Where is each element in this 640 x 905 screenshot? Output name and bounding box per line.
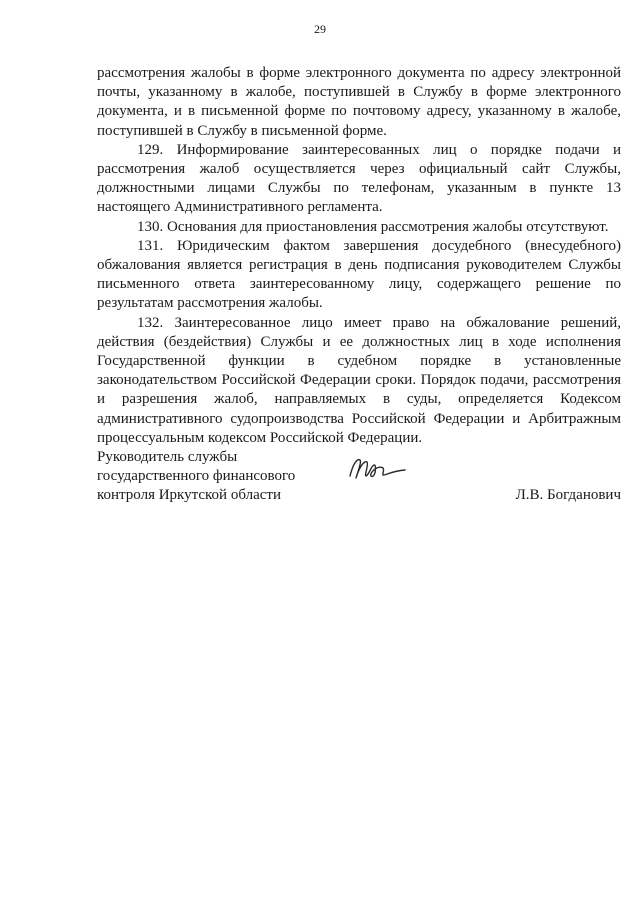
signature-icon xyxy=(347,454,409,484)
signer-title xyxy=(97,448,295,506)
paragraph-continuation: рассмотрения жалобы в форме электронного документа по адресу электронной почты, указанному в жалобе, поступившей в Службу в форме электронного документа, и в письменной форме по почтовому адресу, указанному в жалобе, поступившей в Службу в письменной форме. xyxy=(97,65,621,139)
paragraph-131: 131. Юридическим фактом завершения досудебного (внесудебного) обжалования является регистрация в день подписания руководителем Службы письменного ответа заинтересованному лицу, содержащего решение по результатам рассмотрения жалобы. xyxy=(97,237,621,312)
signer-title-line: контроля Иркутской области xyxy=(97,487,281,504)
signer-title-line: государственного финансового xyxy=(97,468,296,485)
signer-name: Л.В. Богданович xyxy=(515,487,621,504)
signature-block xyxy=(97,448,621,508)
signer-title-line: Руководитель службы xyxy=(97,449,238,465)
paragraph-130: 130. Основания для приостановления рассмотрения жалобы отсутствуют. xyxy=(137,218,609,235)
paragraph-129: 129. Информирование заинтересованных лиц о порядке подачи и рассмотрения жалоб осуществляется через официальный сайт Службы, должностными лицами Службы по телефонам, указанным в пункте 13 настоящего Административного регламента. xyxy=(97,141,621,216)
page-number: 29 xyxy=(314,22,326,36)
document-body xyxy=(97,64,621,448)
paragraph-132: 132. Заинтересованное лицо имеет право на обжалование решений, действия (бездействия) Службы и ее должностных лиц в ходе исполнения Государственной функции в судебном порядке в установленные законодательством Российской Федерации сроки. Порядок подачи, рассмотрения и разрешения жалоб, направляемых в суды, определяется Кодексом административного судопроизводства Российской Федерации и Арбитражным процессуальным кодексом Российской Федерации. xyxy=(97,314,621,446)
